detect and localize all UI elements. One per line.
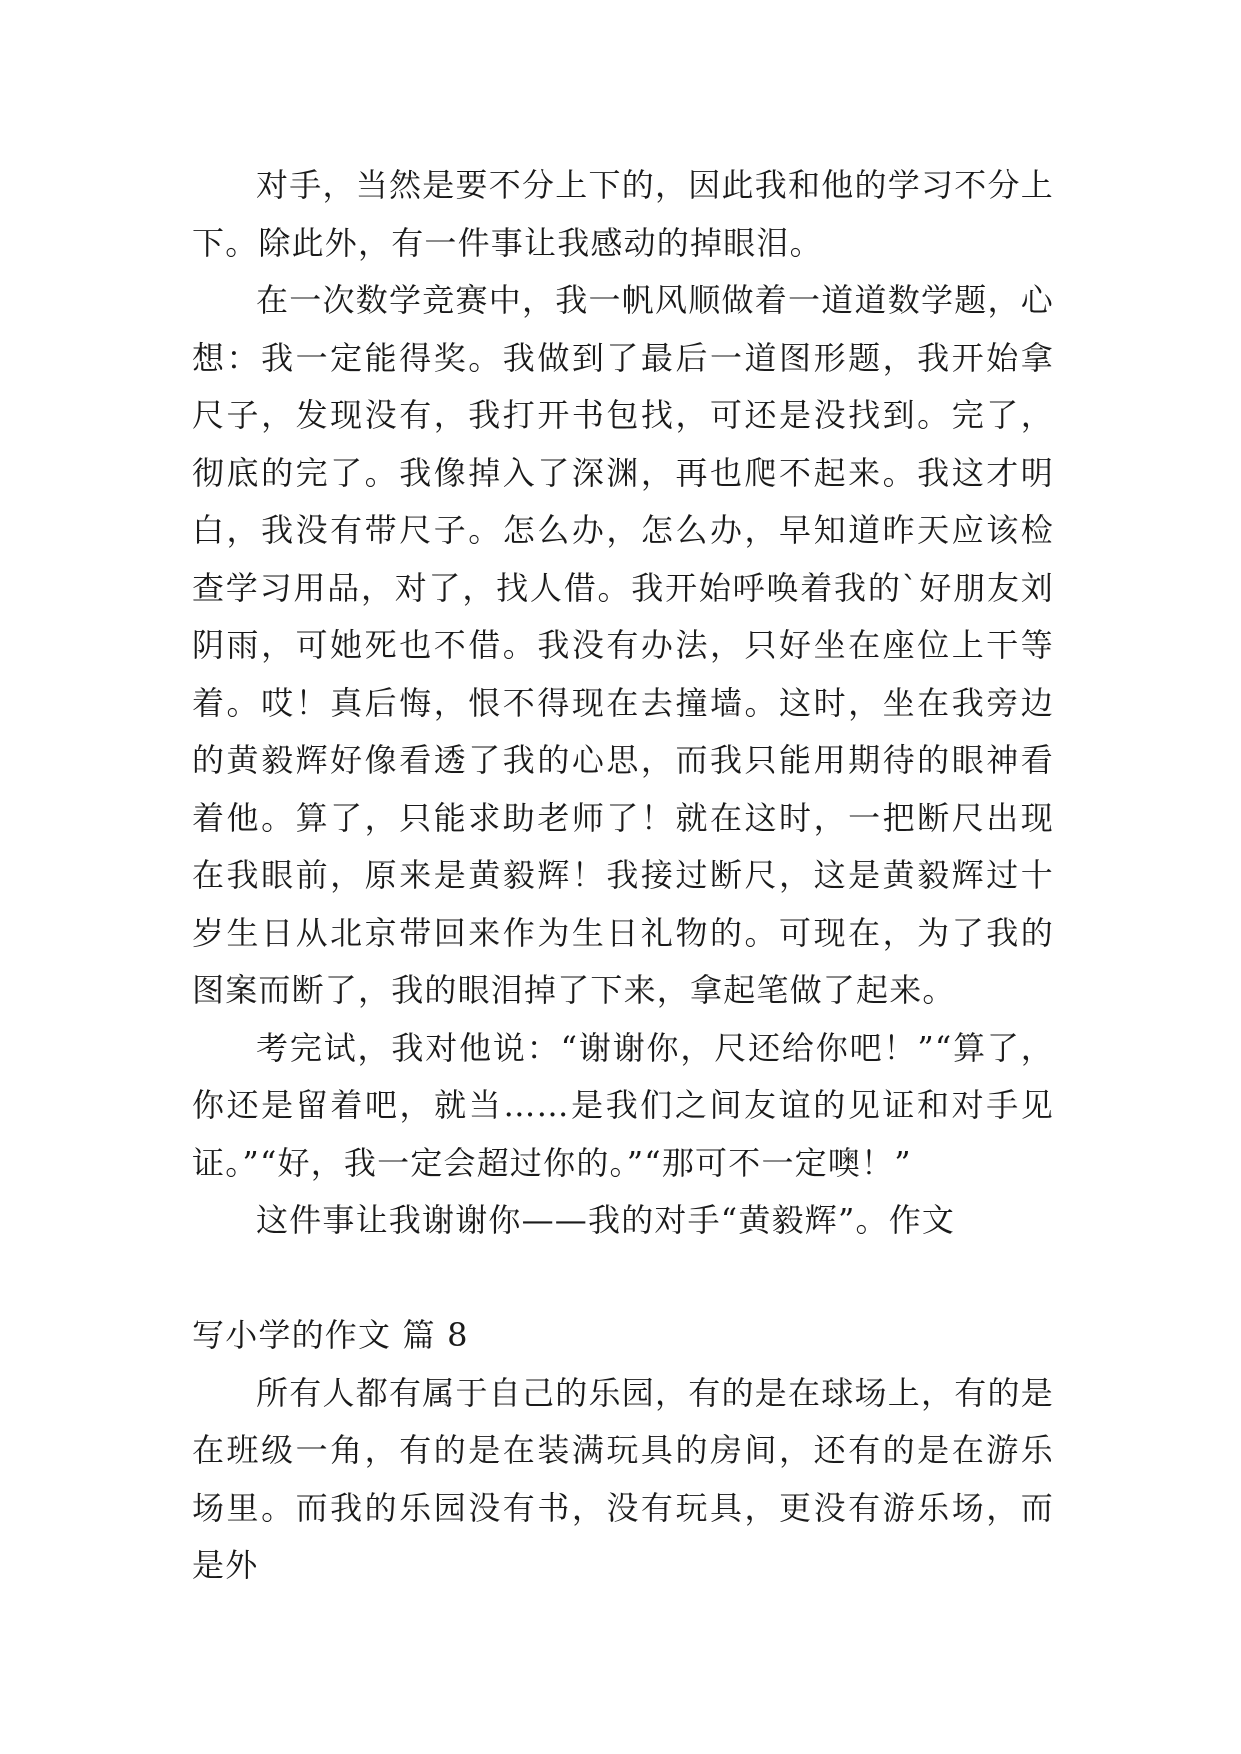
paragraph-4: 这件事让我谢谢你——我的对手“黄毅辉”。作文 [256,1201,956,1239]
paragraph-3: 考完试，我对他说：“谢谢你，尺还给你吧！”“算了，你还是留着吧，就当……是我们之间友谊的见证和对手见证。”“好，我一定会超过你的。”“那可不一定噢！” [192,1028,1054,1182]
section-heading: 写小学的作文 篇 8 [192,1316,469,1354]
paragraph-5: 所有人都有属于自己的乐园，有的是在球场上，有的是在班级一角，有的是在装满玩具的房间，还有的是在游乐场里。而我的乐园没有书，没有玩具，更没有游乐场，而是外 [192,1373,1054,1584]
paragraph-2: 在一次数学竞赛中，我一帆风顺做着一道道数学题，心想：我一定能得奖。我做到了最后一道图形题，我开始拿尺子，发现没有，我打开书包找，可还是没找到。完了，彻底的完了。我像掉入了深渊，再也爬不起来。我这才明白，我没有带尺子。怎么办，怎么办，早知道昨天应该检查学习用品，对了，找人借。我开始呼唤着我的`好朋友刘阴雨，可她死也不借。我没有办法，只好坐在座位上干等着。哎！真后悔，恨不得现在去撞墙。这时，坐在我旁边的黄毅辉好像看透了我的心思，而我只能用期待的眼神看着他。算了，只能求助老师了！就在这时，一把断尺出现在我眼前，原来是黄毅辉！我接过断尺，这是黄毅辉过十岁生日从北京带回来作为生日礼物的。可现在，为了我的图案而断了，我的眼泪掉了下来，拿起笔做了起来。 [192,281,1054,1009]
document-body [192,157,1054,1595]
paragraph-1: 对手，当然是要不分上下的，因此我和他的学习不分上下。除此外，有一件事让我感动的掉眼泪。 [192,166,1054,262]
